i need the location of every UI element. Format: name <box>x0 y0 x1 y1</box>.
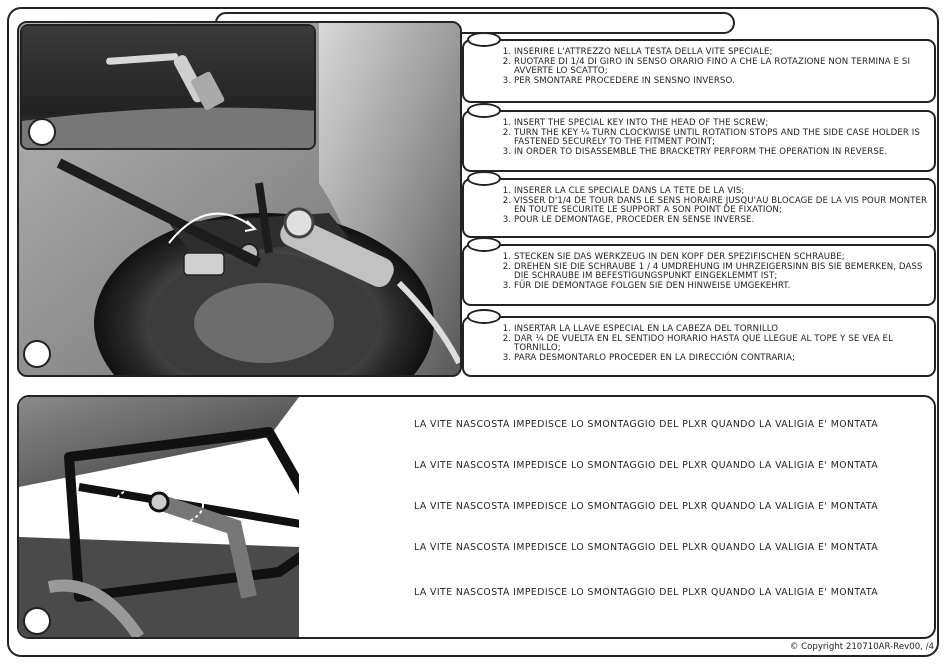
instruction-steps <box>464 112 934 157</box>
instruction-box-de <box>462 244 936 306</box>
step-marker-circle <box>28 118 56 146</box>
instruction-steps <box>464 41 934 86</box>
instruction-step: 3. PER SMONTARE PROCEDERE IN SENSNO INVERSO. <box>514 77 934 87</box>
instruction-box-es <box>462 316 936 377</box>
language-tab <box>467 309 501 324</box>
instruction-box-fr <box>462 178 936 238</box>
special-key-photo <box>22 26 316 150</box>
bracket-photo <box>19 397 299 637</box>
language-tab <box>467 103 501 118</box>
bottom-panel <box>17 395 936 639</box>
instruction-step: 1. INSERT THE SPECIAL KEY INTO THE HEAD OF THE SCREW; <box>514 119 934 129</box>
note-line: LA VITE NASCOSTA IMPEDISCE LO SMONTAGGIO DEL PLXR QUANDO LA VALIGIA E' MONTATA <box>414 587 879 598</box>
instruction-steps <box>464 246 934 291</box>
instruction-step: 1. INSERIRE L'ATTREZZO NELLA TESTA DELLA VITE SPECIALE; <box>514 48 934 58</box>
copyright-text: © Copyright 210710AR-Rev00, /4 <box>789 642 934 652</box>
step-marker-circle <box>23 607 51 635</box>
instruction-step: 3. IN ORDER TO DISASSEMBLE THE BRACKETRY PERFORM THE OPERATION IN REVERSE. <box>514 148 934 158</box>
instruction-box-en <box>462 110 936 172</box>
instruction-step: 3. PARA DESMONTARLO PROCEDER EN LA DIRECCIÓN CONTRARIA; <box>514 354 934 364</box>
instruction-step: 1. INSERTAR LA LLAVE ESPECIAL EN LA CABEZA DEL TORNILLO <box>514 325 934 335</box>
step-marker-circle <box>23 340 51 368</box>
instruction-step: 3. FÜR DIE DEMONTAGE FOLGEN SIE DEN HINWEISE UMGEKEHRT. <box>514 282 934 292</box>
instruction-step: 2. DREHEN SIE DIE SCHRAUBE 1 / 4 UMDREHUNG IM UHRZEIGERSINN BIS SIE BEMERKEN, DASS DIE SCHRAUBE IM BEFESTIGUNGSPUNKT EINGEKLEMMT IST; <box>514 263 934 282</box>
language-tab <box>467 237 501 252</box>
instruction-step: 2. TURN THE KEY ¼ TURN CLOCKWISE UNTIL ROTATION STOPS AND THE SIDE CASE HOLDER IS FASTENED SECURELY TO THE FITMENT POINT; <box>514 129 934 148</box>
instruction-step: 2. VISSER D'1/4 DE TOUR DANS LE SENS HORAIRE JUSQU'AU BLOCAGE DE LA VIS POUR MONTER EN TOUTE SECURITE LE SUPPORT A SON POINT DE FIXATION; <box>514 197 934 216</box>
instruction-step: 1. STECKEN SIE DAS WERKZEUG IN DEN KOPF DER SPEZIFISCHEN SCHRAUBE; <box>514 253 934 263</box>
note-line: LA VITE NASCOSTA IMPEDISCE LO SMONTAGGIO DEL PLXR QUANDO LA VALIGIA E' MONTATA <box>414 501 879 512</box>
instruction-box-it <box>462 39 936 103</box>
inset-photo-panel <box>20 24 316 150</box>
instruction-step: 2. RUOTARE DI 1/4 DI GIRO IN SENSO ORARIO FINO A CHE LA ROTAZIONE NON TERMINA E SI AVVERTE LO SCATTO; <box>514 58 934 77</box>
instruction-step: 2. DAR ¼ DE VUELTA EN EL SENTIDO HORARIO HASTA QUE LLEGUE AL TOPE Y SE VEA EL TORNILLO; <box>514 335 934 354</box>
instruction-step: 1. INSERER LA CLE SPECIALE DANS LA TETE DE LA VIS; <box>514 187 934 197</box>
instruction-steps <box>464 318 934 363</box>
language-tab <box>467 171 501 186</box>
note-line: LA VITE NASCOSTA IMPEDISCE LO SMONTAGGIO DEL PLXR QUANDO LA VALIGIA E' MONTATA <box>414 460 879 471</box>
instruction-steps <box>464 180 934 225</box>
note-line: LA VITE NASCOSTA IMPEDISCE LO SMONTAGGIO DEL PLXR QUANDO LA VALIGIA E' MONTATA <box>414 542 879 553</box>
instruction-step: 3. POUR LE DEMONTAGE, PROCEDER EN SENSE INVERSE. <box>514 216 934 226</box>
language-tab <box>467 32 501 47</box>
note-line: LA VITE NASCOSTA IMPEDISCE LO SMONTAGGIO DEL PLXR QUANDO LA VALIGIA E' MONTATA <box>414 419 879 430</box>
